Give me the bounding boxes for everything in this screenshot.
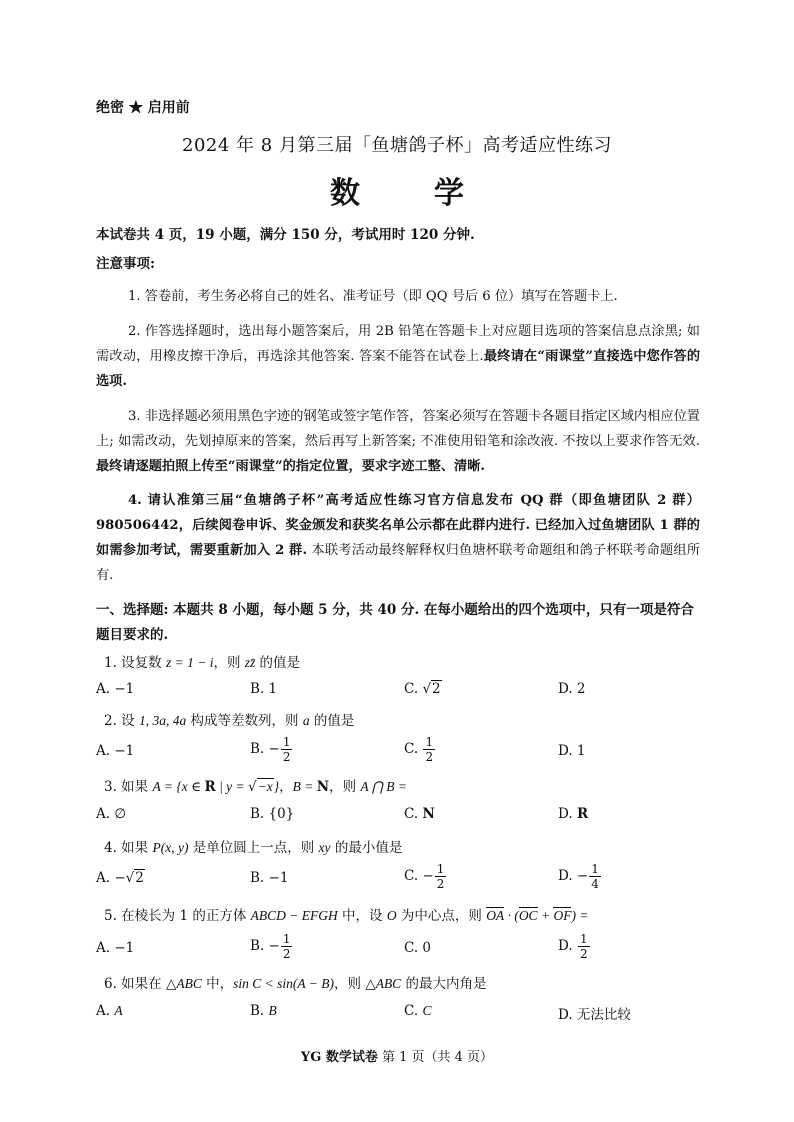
q1-option-a: A. −1 — [96, 681, 135, 697]
q3-option-b: B. {0} — [250, 806, 295, 822]
question-5: 5. 在棱长为 1 的正方体 ABCD − EFGH 中，设 O 为中心点，则 OA · (OC + OF) = — [104, 908, 589, 924]
q1-option-c: C. √2 — [404, 681, 441, 697]
q5-option-d: D. $\frac{1}{2}$ — [558, 932, 588, 961]
notice-1: 1. 答卷前，考生务必将自己的姓名、准考证号（即 QQ 号后 6 位）填写在答题卡上. — [128, 289, 618, 304]
notice-3: 3. 非选择题必须用黑色字迹的钢笔或签字笔作答，答案必须写在答题卡各题目指定区域内相应位置上; 如需改动，先划掉原来的答案，然后再写上新答案; 不准使用铅笔和涂改液. 不按以上要求作答无效.最终请逐题拍照上传至“雨课堂”的指定位置，要求字迹工整、清晰. — [96, 409, 700, 474]
q2-option-d: D. 1 — [558, 743, 586, 759]
notice-2: 2. 作答选择题时，选出每小题答案后，用 2B 铅笔在答题卡上对应题目选项的答案信息点涂黑; 如需改动，用橡皮擦干净后，再选涂其他答案. 答案不能答在试卷上.最终请在“雨课堂”直接选中您作答的选项. — [96, 324, 701, 389]
q4-option-a: A. −√2 — [96, 870, 144, 886]
page-footer: YG 数学试卷 第 1 页（共 4 页） — [300, 1050, 494, 1065]
question-4: 4. 如果 P(x, y) 是单位圆上一点，则 xy 的最小值是 — [104, 840, 403, 856]
section-heading-choice: 一、选择题: 本题共 8 小题，每小题 5 分，共 40 分. 在每小题给出的四个选项中，只有一项是符合题目要求的. — [96, 602, 694, 643]
confidential-label: 绝密 ★ 启用前 — [96, 100, 190, 116]
q5-option-b: B. − $\frac{1}{2}$ — [250, 932, 291, 961]
q6-option-d: D. 无法比较 — [558, 1007, 631, 1023]
notice-heading: 注意事项: — [96, 256, 155, 272]
q1-option-b: B. 1 — [250, 681, 278, 697]
subject-title — [0, 168, 794, 212]
question-2: 2. 设 1, 3a, 4a 构成等差数列，则 a 的值是 — [104, 713, 355, 729]
q3-option-a: A. ∅ — [96, 806, 127, 822]
q4-option-d: D. − $\frac{1}{4}$ — [558, 862, 599, 891]
q3-option-c: C. N — [404, 806, 435, 822]
q5-option-a: A. −1 — [96, 940, 135, 956]
notice-4: 4. 请认准第三届“鱼塘鸽子杯”高考适应性练习官方信息发布 QQ 群（即鱼塘团队 2 群）980506442，后续阅卷申诉、奖金颁发和获奖名单公示都在此群内进行. 已经加入过鱼塘团队 1 群的如需参加考试，需要重新加入 2 群. 本联考活动最终解释权归鱼塘杯联考命题组和鸽子杯联考命题组所有. — [96, 493, 701, 583]
question-3: 3. 如果 A = {x ∈ R | y = √−x}，B = N，则 A ⋂ B = — [104, 779, 407, 795]
q3-option-d: D. R — [558, 806, 589, 822]
q6-option-c: C. C — [404, 1003, 432, 1019]
q2-option-b: B. − $\frac{1}{2}$ — [250, 735, 291, 764]
q4-option-c: C. − $\frac{1}{2}$ — [404, 862, 445, 891]
q1-option-d: D. 2 — [558, 681, 586, 697]
q5-option-c: C. 0 — [404, 940, 432, 956]
exam-title: 2024 年 8 月第三届「鱼塘鸽子杯」高考适应性练习 — [182, 135, 612, 156]
q6-option-b: B. B — [250, 1003, 277, 1019]
q6-option-a: A. A — [96, 1003, 123, 1019]
q4-option-b: B. −1 — [250, 870, 289, 886]
subject-char-2: 学 — [434, 176, 464, 211]
exam-info: 本试卷共 4 页，19 小题，满分 150 分，考试用时 120 分钟. — [96, 227, 475, 243]
question-1: 1. 设复数 z = 1 − i，则 zz̄ 的值是 — [104, 655, 301, 671]
subject-char-1: 数 — [330, 176, 360, 211]
question-6: 6. 如果在 △ABC 中，sin C < sin(A − B)，则 △ABC 的最大内角是 — [104, 976, 487, 992]
q2-option-c: C. $\frac{1}{2}$ — [404, 735, 434, 764]
q2-option-a: A. −1 — [96, 743, 135, 759]
